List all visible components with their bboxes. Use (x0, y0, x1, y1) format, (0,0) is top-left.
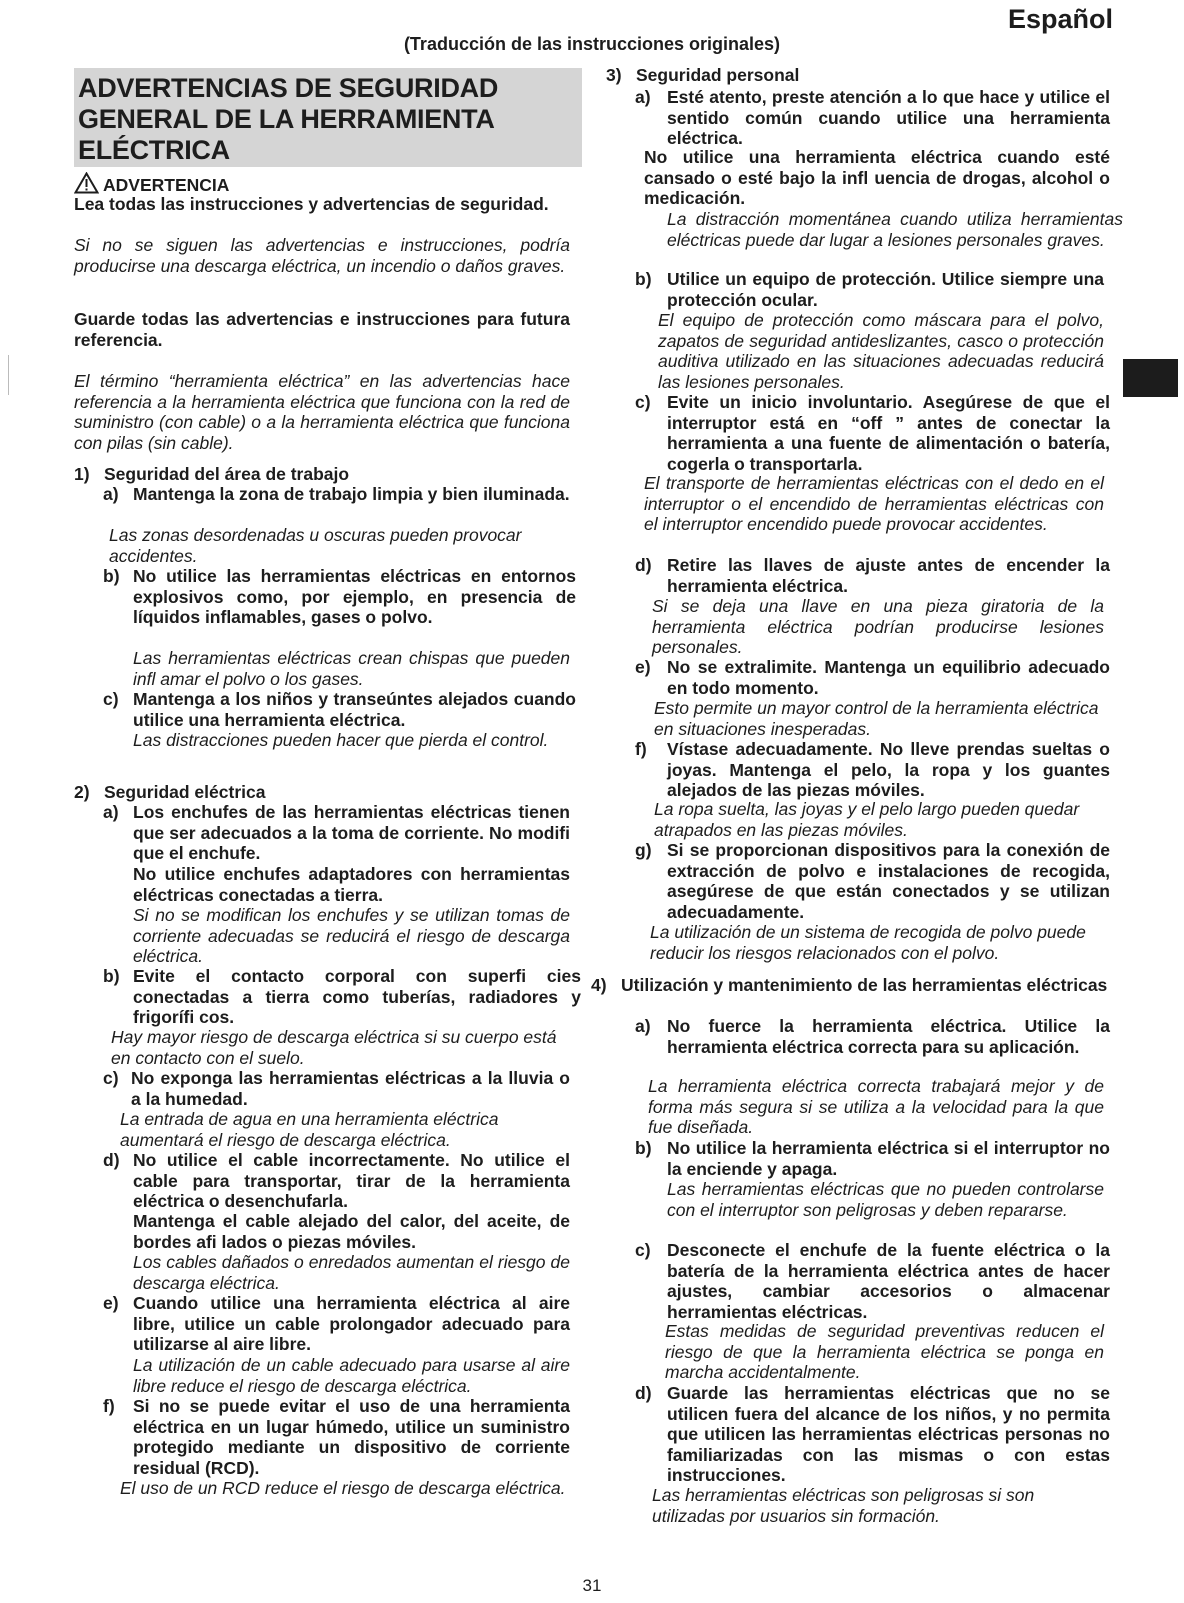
s1-a-label: a) (103, 484, 119, 504)
s3-b-text: Utilice un equipo de protección. Utilice siempre una protección ocular. (667, 269, 1104, 310)
thumb-tab-marker (1123, 359, 1178, 397)
title-line-1: ADVERTENCIAS DE SEGURIDAD (78, 73, 499, 103)
s3-f-text: Vístase adecuadamente. No lleve prendas sueltas o joyas. Mantenga el pelo, la ropa y los guantes alejados de las piezas móviles. (667, 739, 1110, 800)
s3-d-note: Si se deja una llave en una pieza giratoria de la herramienta eléctrica podrían producirse lesiones personales. (652, 596, 1104, 657)
s1-b-note: Las herramientas eléctricas crean chispas que pueden infl amar el polvo o los gases. (133, 648, 570, 689)
s4-d-label: d) (635, 1383, 652, 1403)
s4-a-text: No fuerce la herramienta eléctrica. Utilice la herramienta eléctrica correcta para su aplicación. (667, 1016, 1110, 1057)
translation-subtitle: (Traducción de las instrucciones originales) (403, 34, 781, 54)
s2-a-label: a) (103, 802, 119, 822)
s3-e-note: Esto permite un mayor control de la herramienta eléctrica en situaciones inesperadas. (654, 698, 1099, 739)
s1-a-text: Mantenga la zona de trabajo limpia y bien iluminada. (133, 484, 570, 504)
section-3-number: 3) (606, 65, 622, 85)
page-title (74, 68, 582, 167)
s2-f-text: Si no se puede evitar el uso de una herramienta eléctrica en un lugar húmedo, utilice un suministro protegido mediante un dispositivo de corriente residual (RCD). (133, 1396, 570, 1478)
title-line-2: GENERAL DE LA HERRAMIENTA (78, 104, 495, 134)
s4-c-note: Estas medidas de seguridad preventivas reducen el riesgo de que la herramienta eléctrica se ponga en marcha accidentalmente. (665, 1321, 1104, 1382)
language-label: Español (1008, 4, 1114, 34)
read-all-instructions: Lea todas las instrucciones y advertencias de seguridad. (74, 194, 549, 214)
s3-d-text: Retire las llaves de ajuste antes de encender la herramienta eléctrica. (667, 555, 1110, 596)
s1-c-text: Mantenga a los niños y transeúntes alejados cuando utilice una herramienta eléctrica. (133, 689, 576, 730)
s2-b-label: b) (103, 966, 120, 986)
s2-e-text: Cuando utilice una herramienta eléctrica al aire libre, utilice un cable prolongador adecuado para utilizarse al aire libre. (133, 1293, 570, 1354)
s1-c-label: c) (103, 689, 119, 709)
s4-d-note: Las herramientas eléctricas son peligrosas si son utilizadas por usuarios sin formación. (652, 1485, 1035, 1526)
s3-f-note: La ropa suelta, las joyas y el pelo largo pueden quedar atrapados en las piezas móviles. (654, 799, 1080, 840)
s2-b-text: Evite el contacto corporal con superfi cies conectadas a tierra como tuberías, radiadores y frigorífi cos. (133, 966, 581, 1027)
section-3-title: Seguridad personal (636, 65, 800, 85)
s3-f-label: f) (635, 739, 647, 759)
title-line-3: ELÉCTRICA (78, 135, 230, 165)
s2-e-note: La utilización de un cable adecuado para usarse al aire libre reduce el riesgo de descarga eléctrica. (133, 1355, 570, 1396)
s3-c-label: c) (635, 392, 651, 412)
s1-b-label: b) (103, 566, 120, 586)
s3-b-note: El equipo de protección como máscara para el polvo, zapatos de seguridad antideslizantes, casco o protección auditiva utilizado en las situaciones adecuadas reducirá las lesiones personales. (658, 310, 1104, 392)
s1-b-text: No utilice las herramientas eléctricas en entornos explosivos como, por ejemplo, en presencia de líquidos inflamables, gases o polvo. (133, 566, 576, 627)
s1-a-note: Las zonas desordenadas u oscuras pueden provocar accidentes. (109, 525, 522, 566)
term-definition: El término “herramienta eléctrica” en las advertencias hace referencia a la herramienta eléctrica que funciona con la red de suministro (con cable) o a la herramienta eléctrica que funciona con pilas (sin cable). (74, 371, 570, 453)
s2-a-note: Si no se modifican los enchufes y se utilizan tomas de corriente adecuadas se reducirá el riesgo de descarga eléctrica. (133, 905, 570, 966)
s3-g-text: Si se proporcionan dispositivos para la conexión de extracción de polvo e instalaciones de recogida, asegúrese de que están conectados y se utilizan adecuadamente. (667, 840, 1110, 922)
warning-heading: ADVERTENCIA (74, 172, 574, 199)
s4-c-text: Desconecte el enchufe de la fuente eléctrica o la batería de la herramienta eléctrica antes de hacer ajustes, cambiar accesorios o almacenar herramientas eléctricas. (667, 1240, 1110, 1322)
s3-c-text: Evite un inicio involuntario. Asegúrese de que el interruptor está en “off ” antes de conectar la herramienta a una fuente de alimentación o batería, cogerla o transportarla. (667, 392, 1110, 474)
s4-c-label: c) (635, 1240, 651, 1260)
section-4-number: 4) (591, 975, 607, 995)
page-number: 31 (582, 1576, 602, 1595)
section-2-number: 2) (74, 782, 90, 802)
s2-d-label: d) (103, 1150, 120, 1170)
s4-b-label: b) (635, 1138, 652, 1158)
s2-f-label: f) (103, 1396, 115, 1416)
s3-a-text: Esté atento, preste atención a lo que hace y utilice el sentido común cuando utilice una herramienta eléctrica. (667, 87, 1110, 148)
s2-d-note: Los cables dañados o enredados aumentan el riesgo de descarga eléctrica. (133, 1252, 570, 1293)
s2-e-label: e) (103, 1293, 119, 1313)
s2-c-note: La entrada de agua en una herramienta eléctrica aumentará el riesgo de descarga eléctrica. (120, 1109, 499, 1150)
s3-d-label: d) (635, 555, 652, 575)
s3-g-note: La utilización de un sistema de recogida de polvo puede reducir los riesgos relacionados con el polvo. (650, 922, 1086, 963)
s4-a-note: La herramienta eléctrica correcta trabajará mejor y de forma más segura si se utiliza a la velocidad para la que fue diseñada. (648, 1076, 1104, 1137)
section-1-number: 1) (74, 464, 90, 484)
margin-mark (8, 355, 9, 395)
section-1-title: Seguridad del área de trabajo (104, 464, 350, 484)
s2-a-text: Los enchufes de las herramientas eléctricas tienen que ser adecuados a la toma de corriente. No modifi que el enchufe. (133, 802, 570, 863)
s2-d-text2: Mantenga el cable alejado del calor, del aceite, de bordes afi lados o piezas móviles. (133, 1211, 570, 1252)
warning-consequence: Si no se siguen las advertencias e instrucciones, podría producirse una descarga eléctrica, un incendio o daños graves. (74, 235, 570, 276)
s2-b-note: Hay mayor riesgo de descarga eléctrica si su cuerpo está en contacto con el suelo. (111, 1027, 557, 1068)
s3-e-label: e) (635, 657, 651, 677)
s2-f-note: El uso de un RCD reduce el riesgo de descarga eléctrica. (120, 1478, 566, 1498)
s2-d-text: No utilice el cable incorrectamente. No utilice el cable para transportar, tirar de la herramienta eléctrica o desenchufarla. (133, 1150, 570, 1211)
s2-a-text2: No utilice enchufes adaptadores con herramientas eléctricas conectadas a tierra. (133, 864, 570, 905)
s3-c-note: El transporte de herramientas eléctricas con el dedo en el interruptor o el encendido de herramientas eléctricas con el interruptor encendido puede provocar accidentes. (644, 473, 1104, 534)
keep-instructions: Guarde todas las advertencias e instrucciones para futura referencia. (74, 309, 570, 350)
s1-c-note: Las distracciones pueden hacer que pierda el control. (133, 730, 549, 750)
s2-c-text: No exponga las herramientas eléctricas a la lluvia o a la humedad. (131, 1068, 570, 1109)
s3-g-label: g) (635, 840, 652, 860)
s4-b-text: No utilice la herramienta eléctrica si el interruptor no la enciende y apaga. (667, 1138, 1110, 1179)
section-4-title: Utilización y mantenimiento de las herramientas eléctricas (621, 975, 1108, 995)
s3-a-note: La distracción momentánea cuando utiliza herramientas eléctricas puede dar lugar a lesiones personales graves. (667, 209, 1123, 250)
section-2-title: Seguridad eléctrica (104, 782, 266, 802)
s4-a-label: a) (635, 1016, 651, 1036)
s4-b-note: Las herramientas eléctricas que no pueden controlarse con el interruptor son peligrosas y deben repararse. (667, 1179, 1104, 1220)
s2-c-label: c) (103, 1068, 119, 1088)
s3-a-text2: No utilice una herramienta eléctrica cuando esté cansado o esté bajo la infl uencia de drogas, alcohol o medicación. (644, 147, 1110, 208)
s3-b-label: b) (635, 269, 652, 289)
s3-e-text: No se extralimite. Mantenga un equilibrio adecuado en todo momento. (667, 657, 1110, 698)
s3-a-label: a) (635, 87, 651, 107)
s4-d-text: Guarde las herramientas eléctricas que no se utilicen fuera del alcance de los niños, y no permita que utilicen las herramientas eléctricas personas no familiarizadas con las mismas o con estas instrucciones. (667, 1383, 1110, 1485)
